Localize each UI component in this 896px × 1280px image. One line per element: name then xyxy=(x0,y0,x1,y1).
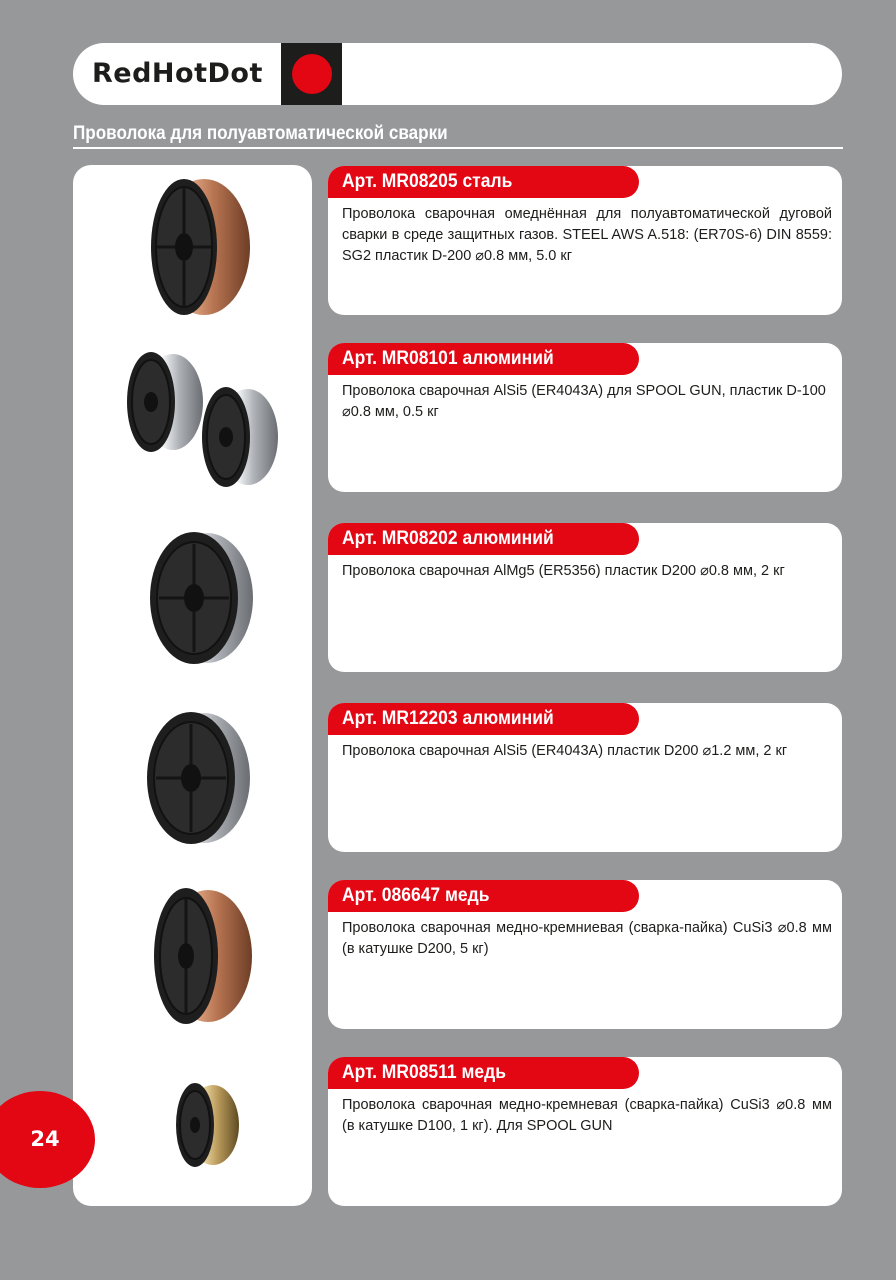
product-title: Арт. 086647 медь xyxy=(328,880,639,912)
product-card xyxy=(328,880,842,1029)
product-title: Арт. MR08202 алюминий xyxy=(328,523,639,555)
product-description: Проволока сварочная медно-кремневая (сварка-пайка) CuSi3 ⌀0.8 мм (в катушке D100, 1 кг). Для SPOOL GUN xyxy=(342,1097,832,1134)
product-title: Арт. MR12203 алюминий xyxy=(328,703,639,735)
product-card xyxy=(328,1057,842,1206)
product-card xyxy=(328,523,842,672)
product-description: Проволока сварочная омеднённая для полуавтоматической дуговой сварки в среде защитных газов. STEEL AWS A.518: (ER70S-6) DIN 8559: SG2 пластик D-200 ⌀0.8 мм, 5.0 кг xyxy=(342,206,832,264)
product-card xyxy=(328,343,842,492)
bronze-wire-spool-image xyxy=(173,1080,243,1170)
product-card xyxy=(328,166,842,315)
section-divider xyxy=(73,147,843,149)
product-description: Проволока сварочная AlSi5 (ER4043A) пластик D200 ⌀1.2 мм, 2 кг xyxy=(342,743,788,759)
aluminium-wire-spool-image xyxy=(146,708,256,848)
product-description: Проволока сварочная медно-кремниевая (сварка-пайка) CuSi3 ⌀0.8 мм (в катушке D200, 5 кг) xyxy=(342,920,832,957)
product-title: Арт. MR08511 медь xyxy=(328,1057,639,1089)
red-dot-icon xyxy=(292,54,332,94)
product-image-panel xyxy=(73,165,312,1206)
product-description: Проволока сварочная AlMg5 (ER5356) пластик D200 ⌀0.8 мм, 2 кг xyxy=(342,563,785,579)
aluminium-wire-spool-image xyxy=(149,528,259,668)
brand-header xyxy=(73,43,842,105)
aluminium-wire-spool-image xyxy=(123,350,208,460)
page-number: 24 xyxy=(30,1127,60,1151)
brand-logo xyxy=(281,43,342,105)
product-card xyxy=(328,703,842,852)
section-title: Проволока для полуавтоматической сварки xyxy=(73,123,448,144)
product-title: Арт. MR08101 алюминий xyxy=(328,343,639,375)
product-title: Арт. MR08205 сталь xyxy=(328,166,639,198)
copper-wire-spool-image xyxy=(149,175,259,320)
product-description: Проволока сварочная AlSi5 (ER4043A) для SPOOL GUN, пластик D-100 ⌀0.8 мм, 0.5 кг xyxy=(342,383,826,420)
brand-name: RedHotDot xyxy=(92,58,263,89)
aluminium-wire-spool-image xyxy=(198,383,283,493)
copper-wire-spool-image xyxy=(153,885,258,1027)
